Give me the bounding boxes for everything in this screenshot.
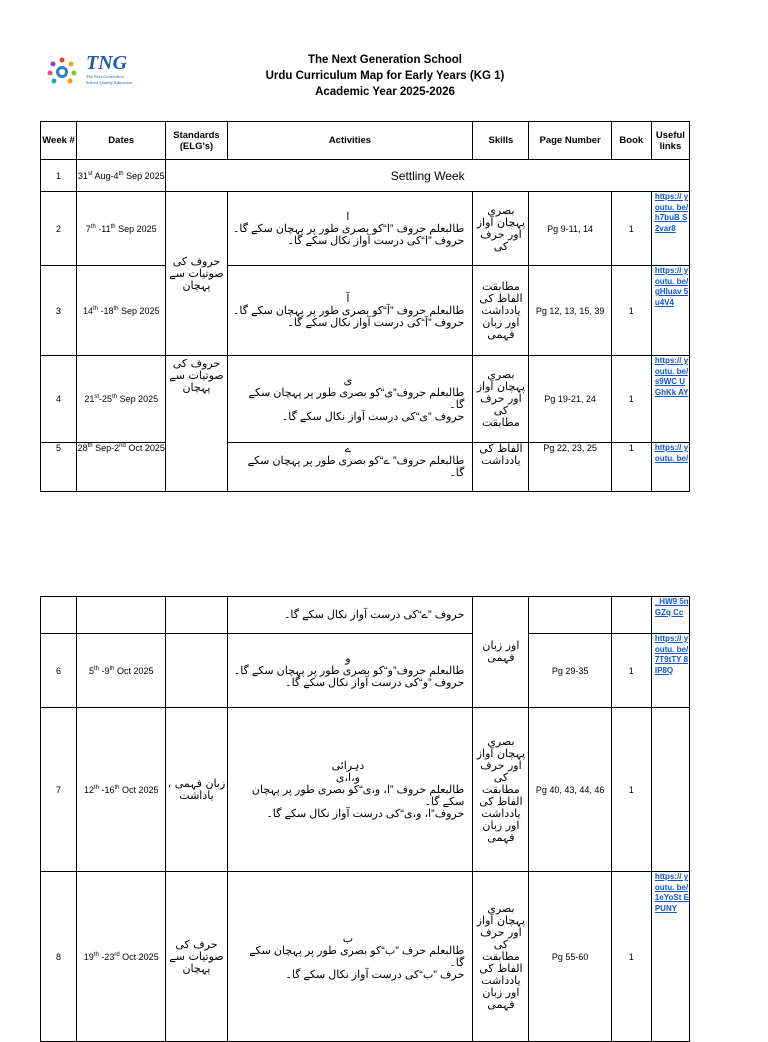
page-cell: Pg 29-35 (529, 634, 611, 708)
video-link[interactable]: https:// youtu. be/ h7buB S2var8 (651, 192, 689, 266)
curriculum-table (40, 121, 690, 492)
col-header-activities: Activities (227, 122, 473, 160)
book-cell: 1 (611, 192, 651, 266)
activity-line: طالبعلم حروف ”ا، و،ی“کو بصری طور پر پہچان سکے گا۔ (251, 783, 465, 808)
activity-line: طالبعلم حروف”ی“کو بصری طور پر پہچان سکے گا۔ (248, 387, 465, 411)
col-header-page-number: Page Number (529, 122, 611, 160)
settling-week-cell: Settling Week (166, 160, 690, 192)
letter-heading: آ (346, 292, 350, 305)
col-header-links: Useful links (651, 122, 689, 160)
activity-heading: دہرائی (331, 759, 365, 772)
dates-cell: 7th -11th Sep 2025 (77, 192, 166, 266)
logo-wordmark: TNG (86, 52, 128, 74)
skills-cell: بصری پہچان آواز اور حرف کی مطابقت الفاظ کی یادداشت اور زبان فہمی (473, 872, 529, 1042)
week-cell: 7 (41, 708, 77, 872)
col-header-dates: Dates (77, 122, 166, 160)
standards-cell: حروف کی صوتیات سے پہچان (166, 192, 227, 356)
col-header-standards: Standards (ELG's) (166, 122, 227, 160)
table-header-row (41, 122, 690, 160)
skills-cell: الفاظ کی یادداشت (473, 443, 529, 492)
table-row (41, 266, 690, 356)
skills-cell: بصری پہچان آواز اور حرف کی مطابقت (473, 356, 529, 443)
activity-line: حروف ”ی“کی درست آواز نکال سکے گا۔ (281, 411, 465, 423)
letter-heading: و (345, 652, 351, 665)
activity-line: حرف ”ب“کی درست آواز نکال سکے گا۔ (285, 968, 465, 981)
week-cell: 8 (41, 872, 77, 1042)
activity-line: طالبعلم حروف ”آ“کو بصری طور پر پہچان سکے گا۔ (232, 304, 465, 317)
curriculum-title: Urdu Curriculum Map for Early Years (KG 1) (265, 70, 505, 82)
table-row (41, 634, 690, 708)
book-cell: 1 (611, 872, 651, 1042)
dates-cell: 12th -16th Oct 2025 (77, 708, 166, 872)
logo-subtitle: The Next Generation School Quality Education (86, 74, 133, 85)
book-cell: 1 (611, 634, 651, 708)
week-cell: 5 (41, 443, 77, 492)
video-link[interactable]: https:// youtu. be/ 7T9tTY 8lP8Q (651, 634, 689, 708)
table-row (41, 708, 690, 872)
table-row (41, 192, 690, 266)
activity-line: حروف”ا، و،ی“کی درست آواز نکال سکے گا۔ (266, 807, 465, 820)
skills-cell: مطابقت الفاظ کی یادداشت اور زبان فہمی (473, 266, 529, 356)
week-cell: 4 (41, 356, 77, 443)
activity-line: حروف ”آ“کی درست آواز نکال سکے گا۔ (287, 316, 465, 329)
video-link[interactable]: https:// youtu. be/ gHluav 5u4V4 (651, 266, 689, 356)
week-cell: 6 (41, 634, 77, 708)
page-cell: Pg 9-11, 14 (529, 192, 611, 266)
video-link[interactable]: https:// youtu. be/ (651, 443, 689, 492)
standards-cell: حرف کی صوتیات سے پہچان (166, 872, 227, 1042)
col-header-book: Book (611, 122, 651, 160)
week-cell: 3 (41, 266, 77, 356)
book-cell: 1 (611, 266, 651, 356)
activities-cell (227, 872, 473, 1042)
video-link[interactable]: https:// youtu. be/ 1eYoSt EPUNY (651, 872, 689, 1042)
book-cell: 1 (611, 443, 651, 492)
activity-line: حروف ”و“کی درست آواز نکال سکے گا۔ (285, 676, 465, 689)
dates-cell: 31st Aug-4th Sep 2025 (77, 160, 166, 192)
activity-subheading: و،ا،ی (335, 771, 360, 784)
activity-line: طالبعلم حروف”و“کو بصری طور پر پہچان سکے گا۔ (233, 664, 465, 677)
academic-year: Academic Year 2025-2026 (315, 86, 455, 98)
book-cell: 1 (611, 356, 651, 443)
activity-line: حروف ”ا“کی درست آواز نکال سکے گا۔ (287, 234, 465, 247)
activities-cell (227, 708, 473, 872)
page-cell: Pg 40, 43, 44, 46 (529, 708, 611, 872)
activity-line: حروف ”ے“کی درست آواز نکال سکے گا۔ (283, 609, 465, 621)
page-cell: Pg 19-21, 24 (529, 356, 611, 443)
curriculum-table-continued (40, 596, 690, 1042)
activity-line: طالبعلم حروف” ے“کو بصری طور پر پہچان سکے گا۔ (247, 455, 465, 479)
document-header (250, 52, 520, 100)
activity-line: طالبعلم حروف ”ا“کو بصری طور پر پہچان سکے گا۔ (232, 222, 465, 235)
dates-cell: 21st-25th Sep 2025 (77, 356, 166, 443)
dates-cell: 19th -23rd Oct 2025 (77, 872, 166, 1042)
skills-cell: بصری پہچان آواز اور حرف کی (473, 192, 529, 266)
col-header-skills: Skills (473, 122, 529, 160)
letter-heading: ے (344, 443, 352, 455)
activities-cell (227, 356, 473, 443)
video-link[interactable]: _HW9 5nGZq Cc (651, 597, 689, 634)
letter-heading: ی (343, 375, 353, 387)
page-cell: Pg 22, 23, 25 (529, 443, 611, 492)
dates-cell: 28th Sep-2nd Oct 2025 (77, 443, 166, 492)
week-cell: 2 (41, 192, 77, 266)
activity-line: طالبعلم حرف ”ب“کو بصری طور پر پہچان سکے گا۔ (249, 944, 465, 969)
book-cell: 1 (611, 708, 651, 872)
table-row (41, 872, 690, 1042)
standards-cell: زبان فہمی ، یاداشت (166, 708, 227, 872)
week-cell: 1 (41, 160, 77, 192)
activities-cell (227, 266, 473, 356)
skills-cell: بصری پہچان آواز اور حرف کی مطابقت الفاظ کی یادداشت اور زبان فہمی (473, 708, 529, 872)
table-row (41, 443, 690, 492)
standards-cell: حروف کی صوتیات سے پہچان (166, 356, 227, 492)
video-link[interactable]: https:// youtu. be/ s9WC UGhKk AY (651, 356, 689, 443)
school-name: The Next Generation School (308, 54, 462, 66)
letter-heading: ا (346, 210, 350, 223)
dates-cell: 14th -18th Sep 2025 (77, 266, 166, 356)
activities-cell (227, 634, 473, 708)
letter-heading: ب (342, 932, 354, 945)
col-header-week: Week # (41, 122, 77, 160)
table-row (41, 356, 690, 443)
page-cell: Pg 12, 13, 15, 39 (529, 266, 611, 356)
dates-cell: 5th -9th Oct 2025 (77, 634, 166, 708)
table-row (41, 597, 690, 634)
skills-cell: اور زبان فہمی (473, 597, 529, 708)
page-cell: Pg 55-60 (529, 872, 611, 1042)
activities-cell (227, 192, 473, 266)
activities-cell (227, 597, 473, 634)
table-row (41, 160, 690, 192)
activities-cell (227, 443, 473, 492)
